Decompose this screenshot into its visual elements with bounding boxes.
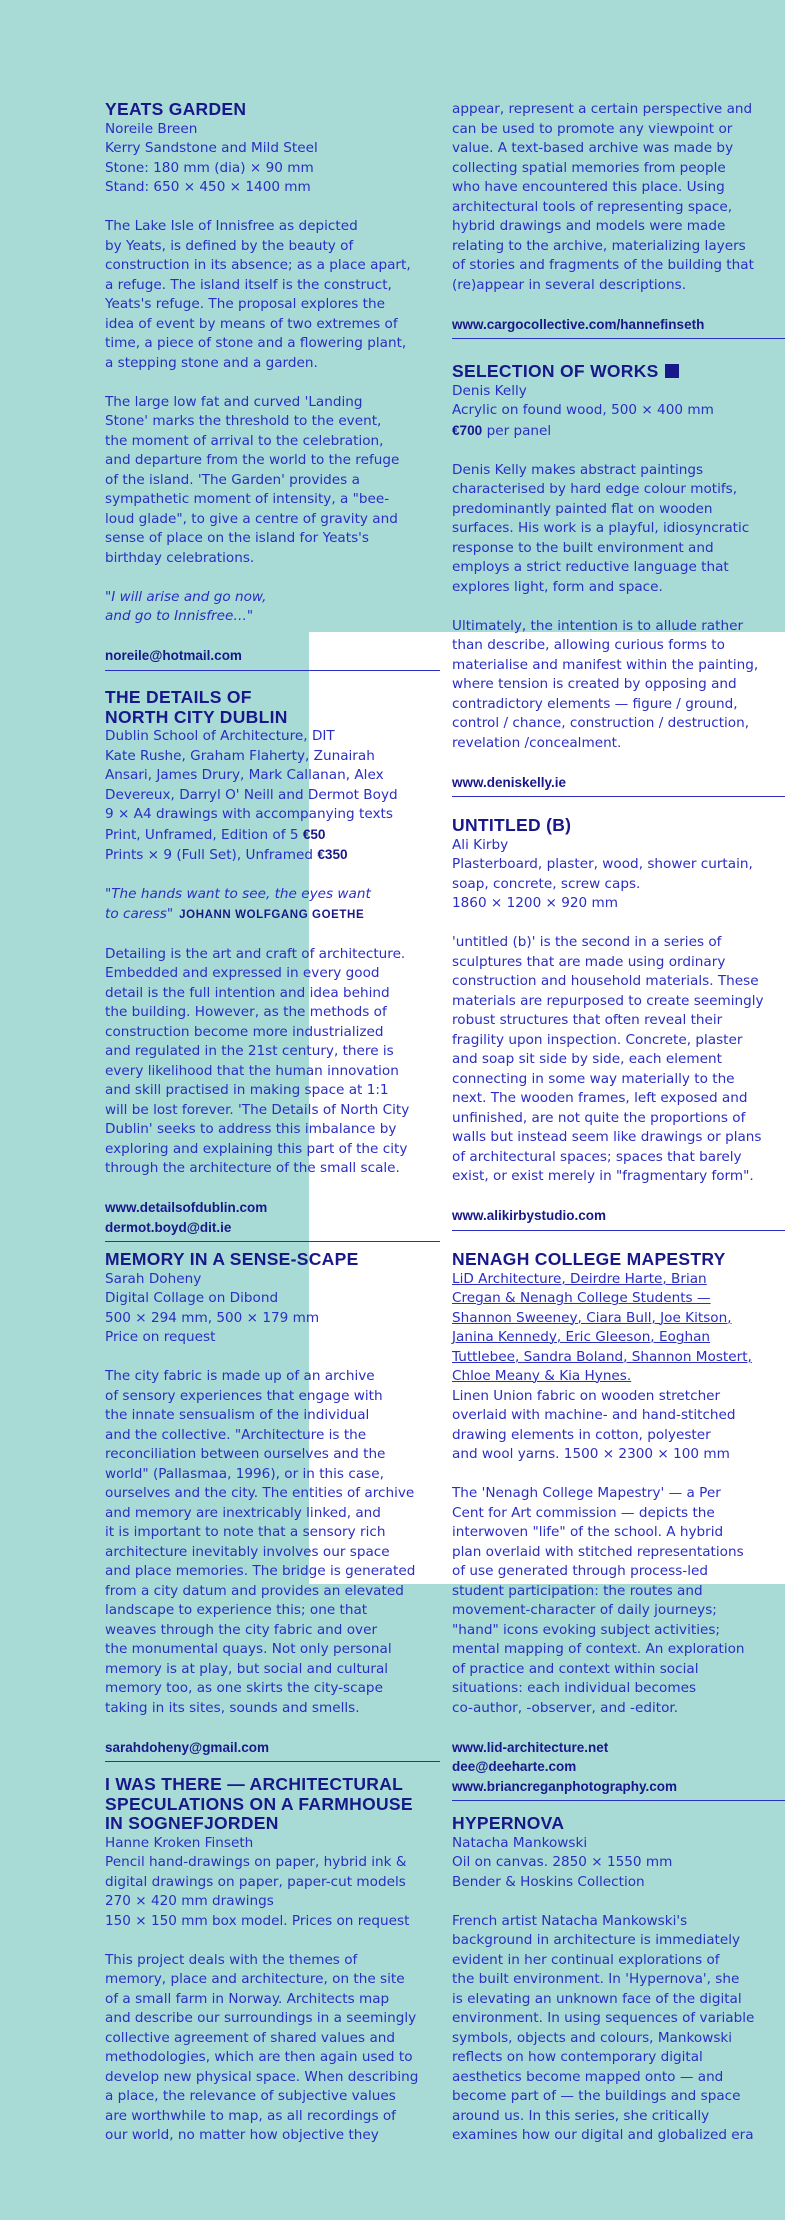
body-paragraph [452, 1484, 785, 1718]
body-line: reflects on how contemporary digital [452, 2049, 703, 2065]
credit-line: Cregan & Nenagh College Students — [452, 1290, 711, 1306]
body-line: walls but instead seem like drawings or plans [452, 1129, 762, 1145]
body-line: robust structures that often reveal their [452, 1012, 723, 1028]
section-nenagh-mapestry [452, 1250, 785, 1801]
website-link[interactable]: www.detailsofdublin.com [105, 1200, 268, 1215]
body-line: collecting spatial memories from people [452, 159, 726, 176]
body-line: taking in its sites, sounds and smells. [105, 1699, 360, 1716]
body-line: time, a piece of stone and a flowering plant, [105, 335, 407, 351]
price-value: €700 [452, 422, 483, 438]
website-link[interactable]: www.alikirbystudio.com [452, 1208, 607, 1223]
meta-line: Hanne Kroken Finseth [105, 1834, 254, 1851]
body-line: The large low fat and curved 'Landing [105, 393, 363, 410]
body-paragraph [452, 617, 785, 754]
body-line: symbols, objects and colours, Mankowski [452, 2029, 733, 2046]
title-line: SPECULATIONS ON A FARMHOUSE [105, 1793, 413, 1814]
body-line: employs a strict reductive language that [452, 559, 729, 575]
credit-line: Shannon Sweeney, Ciara Bull, Joe Kitson, [452, 1309, 732, 1326]
body-line: landscape to experience this; one that [105, 1602, 368, 1618]
body-line: birthday celebrations. [105, 549, 255, 566]
quote-line: "The hands want to see, the eyes want [105, 886, 371, 902]
body-line: a place, the relevance of subjective values [105, 2088, 396, 2104]
body-line: can be used to promote any viewpoint or [452, 120, 733, 137]
body-line: examines how our digital and globalized era [452, 2127, 754, 2143]
section-title: NENAGH COLLEGE MAPESTRY [452, 1249, 726, 1269]
contact-links [105, 1738, 440, 1763]
body-line: Detailing is the art and craft of architecture. [105, 945, 406, 962]
body-line: interwoven "life" of the school. A hybrid [452, 1524, 724, 1540]
body-line: is elevating an unknown face of the digital [452, 1990, 742, 2007]
meta-line: Plasterboard, plaster, wood, shower curtain, [452, 856, 753, 872]
body-paragraph [452, 1912, 785, 2146]
title-text: SELECTION OF WORKS [452, 361, 659, 381]
credit-line: LiD Architecture, Deirdre Harte, Brian [452, 1270, 707, 1287]
body-line: become part of — the buildings and space [452, 2088, 741, 2104]
body-line: memory, place and architecture, on the site [105, 1971, 405, 1987]
body-line: revelation /concealment. [452, 734, 622, 751]
body-paragraph [105, 393, 440, 569]
email-link[interactable]: noreile@hotmail.com [105, 648, 242, 663]
body-line: explores light, form and space. [452, 578, 663, 595]
website-link[interactable]: www.cargocollective.com/hannefinseth [452, 316, 705, 332]
body-line: the innate sensualism of the individual [105, 1407, 370, 1423]
body-paragraph [452, 461, 785, 598]
body-line: aesthetics become mapped onto — and [452, 2068, 724, 2085]
body-line: connecting in some way materially to the [452, 1070, 735, 1087]
body-line: Dublin' seeks to address this imbalance by [105, 1121, 397, 1137]
body-line: the moment of arrival to the celebration, [105, 432, 384, 449]
body-paragraph [452, 933, 785, 1187]
body-line: construction in its absence; as a place apart, [105, 257, 411, 273]
body-line: and skill practised in making space at 1:1 [105, 1082, 389, 1098]
body-line: co-author, -observer, and -editor. [452, 1699, 679, 1716]
contact-links [452, 773, 785, 798]
meta-line: Ansari, James Drury, Mark Callanan, Alex [105, 767, 384, 783]
meta-line: 1860 × 1200 × 920 mm [452, 895, 619, 911]
body-line: the built environment. In 'Hypernova', she [452, 1971, 740, 1987]
body-line: and memory are inextricably linked, and [105, 1504, 381, 1521]
body-line: This project deals with the themes of [105, 1951, 358, 1968]
body-line: movement-character of daily journeys; [452, 1602, 717, 1618]
body-line: Embedded and expressed in every good [105, 965, 380, 981]
body-line: than describe, allowing curious forms to [452, 637, 725, 653]
section-title: YEATS GARDEN [105, 99, 247, 119]
body-line: through the architecture of the small scale. [105, 1160, 400, 1176]
meta-line: Pencil hand-drawings on paper, hybrid ink & [105, 1854, 407, 1870]
quote [105, 885, 440, 925]
email-link[interactable]: dee@deeharte.com [452, 1759, 577, 1774]
section-yeats-garden [105, 100, 440, 671]
title-line: NORTH CITY DUBLIN [105, 706, 288, 727]
body-line: sense of place on the island for Yeats's [105, 530, 369, 546]
quote [105, 588, 440, 627]
body-line: reconciliation between ourselves and the [105, 1446, 386, 1462]
body-line: predominantly painted flat on wooden [452, 500, 713, 517]
body-line: who have encountered this place. Using [452, 179, 725, 195]
meta-line: Stone: 180 mm (dia) × 90 mm [105, 159, 314, 176]
body-line: student participation: the routes and [452, 1582, 703, 1599]
body-line: Denis Kelly makes abstract paintings [452, 461, 704, 478]
body-line: French artist Natacha Mankowski's [452, 1912, 688, 1929]
section-hypernova [452, 1814, 785, 2146]
body-line: (re)appear in several descriptions. [452, 276, 687, 293]
title-line: I WAS THERE — ARCHITECTURAL [105, 1774, 404, 1794]
body-paragraph [105, 1951, 440, 2146]
contact-links [105, 646, 440, 671]
body-line: idea of event by means of two extremes of [105, 315, 398, 332]
body-line: loud glade", to give a centre of gravity and [105, 510, 398, 527]
body-line: of the island. 'The Garden' provides a [105, 471, 360, 488]
body-line: value. A text-based archive was made by [452, 140, 734, 156]
body-line: methodologies, which are then again used to [105, 2049, 413, 2065]
meta-line: Dublin School of Architecture, DIT [105, 728, 335, 744]
body-line: architectural tools of representing space, [452, 198, 733, 215]
body-line: and the collective. "Architecture is the [105, 1426, 367, 1443]
section-i-was-there-continued [452, 100, 785, 339]
email-link[interactable]: sarahdoheny@gmail.com [105, 1739, 269, 1755]
body-paragraph [105, 945, 440, 1179]
body-line: construction become more industrialized [105, 1023, 384, 1040]
meta-line: Stand: 650 × 450 × 1400 mm [105, 179, 311, 195]
section-title [452, 362, 785, 382]
body-line: characterised by hard edge colour motifs, [452, 481, 738, 497]
credit-line: Tuttlebee, Sandra Boland, Shannon Mostert, [452, 1348, 752, 1365]
body-line: hybrid drawings and models were made [452, 218, 726, 234]
body-line: sympathetic moment of intensity, a "bee- [105, 491, 390, 507]
body-line: construction and household materials. These [452, 973, 759, 989]
credit-line: Chloe Meany & Kia Hynes. [452, 1368, 632, 1384]
meta-line: 270 × 420 mm drawings [105, 1893, 274, 1909]
price-text: per panel [482, 422, 552, 439]
body-line: will be lost forever. 'The Details of North City [105, 1101, 410, 1118]
body-line: 'untitled (b)' is the second in a series of [452, 934, 722, 950]
body-line: surfaces. His work is a playful, idiosyncratic [452, 520, 750, 536]
meta-line: 500 × 294 mm, 500 × 179 mm [105, 1309, 320, 1326]
body-line: The 'Nenagh College Mapestry' — a Per [452, 1485, 721, 1501]
body-line: The Lake Isle of Innisfree as depicted [105, 218, 358, 234]
meta-line: Price on request [105, 1329, 216, 1345]
email-link[interactable]: dermot.boyd@dit.ie [105, 1219, 232, 1235]
section-title: HYPERNOVA [452, 1813, 565, 1833]
meta-line: Denis Kelly [452, 382, 527, 399]
meta-line: 150 × 150 mm box model. Prices on request [105, 1912, 410, 1929]
quote-line: and go to Innisfree…" [105, 608, 254, 624]
body-line: detail is the full intention and idea behind [105, 984, 390, 1001]
meta-line: Digital Collage on Dibond [105, 1290, 279, 1306]
body-line: and place memories. The bridge is generated [105, 1563, 416, 1579]
meta-line: Natacha Mankowski [452, 1834, 588, 1851]
meta-line: Acrylic on found wood, 500 × 400 mm [452, 402, 714, 418]
price-line [105, 845, 440, 866]
body-line: control / chance, construction / destruction, [452, 715, 750, 731]
body-line: develop new physical space. When describing [105, 2068, 419, 2085]
section-untitled-b [452, 816, 785, 1231]
body-line: fragility upon inspection. Concrete, plaster [452, 1031, 743, 1048]
section-title [105, 688, 440, 727]
body-line: "hand" icons evoking subject activities; [452, 1621, 720, 1638]
meta-line: and wool yarns. 1500 × 2300 × 100 mm [452, 1446, 730, 1462]
body-line: of stories and fragments of the building that [452, 257, 754, 273]
meta-line: overlaid with machine- and hand-stitched [452, 1407, 736, 1423]
meta-line: Kerry Sandstone and Mild Steel [105, 140, 318, 156]
body-line: and departure from the world to the refuge [105, 452, 400, 468]
section-i-was-there [105, 1775, 440, 2146]
body-line: are worthwhile to map, as all recordings of [105, 2107, 396, 2124]
body-paragraph [452, 100, 785, 295]
price-value: €350 [317, 847, 348, 862]
meta-line: Noreile Breen [105, 120, 198, 137]
body-line: and describe our surroundings in a seemingly [105, 2010, 417, 2026]
website-link[interactable]: www.deniskelly.ie [452, 774, 567, 790]
meta-line: Linen Union fabric on wooden stretcher [452, 1387, 721, 1404]
contact-links [452, 1206, 785, 1231]
body-line: where tension is created by opposing and [452, 676, 737, 692]
body-line: memory too, as one skirts the city-scape [105, 1680, 383, 1696]
body-line: every likelihood that the human innovation [105, 1062, 399, 1079]
body-line: Yeats's refuge. The proposal explores the [105, 296, 385, 312]
body-line: materialise and manifest within the painting, [452, 656, 759, 673]
body-line: The city fabric is made up of an archive [105, 1368, 375, 1384]
credit-line: Janina Kennedy, Eric Gleeson, Eoghan [452, 1329, 711, 1345]
meta-line: digital drawings on paper, paper-cut models [105, 1873, 406, 1890]
body-line: exist, or exist merely in "fragmentary form". [452, 1168, 754, 1184]
meta-line: Devereux, Darryl O' Neill and Dermot Boyd [105, 786, 398, 803]
website-link[interactable]: www.lid-architecture.net [452, 1739, 609, 1755]
body-line: our world, no matter how objective they [105, 2127, 379, 2143]
contact-links [452, 1738, 785, 1802]
body-line: plan overlaid with stitched representations [452, 1543, 744, 1560]
body-line: it is important to note that a sensory rich [105, 1524, 386, 1540]
meta-line: drawing elements in cotton, polyester [452, 1426, 711, 1443]
body-line: Ultimately, the intention is to allude rather [452, 617, 744, 634]
credits [452, 1270, 785, 1387]
body-line: a stepping stone and a garden. [105, 354, 318, 371]
body-line: sculptures that are made using ordinary [452, 953, 726, 970]
price-line [105, 825, 440, 846]
meta-line: Kate Rushe, Graham Flaherty, Zunairah [105, 747, 375, 764]
body-line: architecture inevitably involves our space [105, 1543, 390, 1560]
body-line: collective agreement of shared values and [105, 2029, 396, 2046]
body-paragraph [105, 217, 440, 373]
website-link[interactable]: www.briancreganphotography.com [452, 1778, 678, 1794]
body-line: response to the built environment and [452, 539, 714, 556]
square-icon [665, 364, 679, 378]
body-line: materials are repurposed to create seemingly [452, 992, 764, 1009]
body-line: of practice and context within social [452, 1660, 699, 1677]
body-line: appear, represent a certain perspective and [452, 101, 753, 117]
price-value: €50 [302, 826, 326, 842]
body-line: Cent for Art commission — depicts the [452, 1504, 715, 1521]
price-text: Prints × 9 (Full Set), Unframed [105, 847, 318, 863]
body-line: of sensory experiences that engage with [105, 1387, 383, 1404]
body-line: the monumental quays. Not only personal [105, 1641, 392, 1657]
body-line: situations: each individual becomes [452, 1680, 697, 1696]
meta-line: Oil on canvas. 2850 × 1550 mm [452, 1854, 673, 1870]
quote-line: to caress" [105, 905, 174, 922]
body-line: memory is at play, but social and cultural [105, 1660, 389, 1677]
section-title: UNTITLED (B) [452, 815, 572, 835]
section-title [105, 1775, 440, 1834]
meta-line: Sarah Doheny [105, 1270, 202, 1287]
body-line: from a city datum and provides an elevated [105, 1582, 404, 1599]
contact-links [452, 315, 785, 340]
quote-author: JOHANN WOLFGANG GOETHE [179, 908, 365, 921]
body-line: world" (Pallasmaa, 1996), or in this case, [105, 1465, 384, 1482]
body-line: next. The wooden frames, left exposed and [452, 1090, 748, 1106]
body-paragraph [105, 1367, 440, 1718]
body-line: exploring and explaining this part of the city [105, 1140, 408, 1157]
body-line: environment. In using sequences of variable [452, 2010, 755, 2026]
price-text: Print, Unframed, Edition of 5 [105, 826, 303, 843]
section-title: MEMORY IN A SENSE-SCAPE [105, 1249, 359, 1269]
price-line [452, 421, 785, 442]
body-line: unfinished, are not quite the proportions of [452, 1109, 746, 1126]
body-line: evident in her continual explorations of [452, 1951, 720, 1968]
title-line: THE DETAILS OF [105, 687, 252, 707]
title-line: IN SOGNEFJORDEN [105, 1813, 279, 1833]
body-line: relating to the archive, materializing layers [452, 237, 746, 254]
body-line: contradictory elements — figure / ground, [452, 695, 738, 712]
body-line: Stone' marks the threshold to the event, [105, 413, 382, 429]
section-memory-sense-scape [105, 1250, 440, 1762]
meta-line: 9 × A4 drawings with accompanying texts [105, 806, 393, 822]
section-details-dublin [105, 688, 440, 1242]
body-line: by Yeats, is defined by the beauty of [105, 237, 354, 254]
body-line: weaves through the city fabric and over [105, 1621, 378, 1638]
body-line: of use generated through process-led [452, 1563, 708, 1579]
body-line: of architectural spaces; spaces that barely [452, 1148, 742, 1165]
body-line: a refuge. The island itself is the construct, [105, 276, 392, 293]
body-line: mental mapping of context. An exploration [452, 1641, 745, 1657]
body-line: and regulated in the 21st century, there is [105, 1043, 394, 1059]
body-line: the building. However, as the methods of [105, 1004, 387, 1020]
body-line: background in architecture is immediately [452, 1932, 741, 1948]
contact-links [105, 1198, 440, 1242]
body-line: of a small farm in Norway. Architects map [105, 1990, 390, 2007]
meta-line: soap, concrete, screw caps. [452, 875, 641, 892]
body-line: and soap sit side by side, each element [452, 1051, 722, 1067]
section-selection-of-works [452, 362, 785, 797]
body-line: around us. In this series, she critically [452, 2107, 710, 2124]
meta-line: Bender & Hoskins Collection [452, 1873, 645, 1890]
meta-line: Ali Kirby [452, 836, 509, 853]
quote-line: "I will arise and go now, [105, 588, 267, 605]
body-line: ourselves and the city. The entities of archive [105, 1485, 415, 1501]
